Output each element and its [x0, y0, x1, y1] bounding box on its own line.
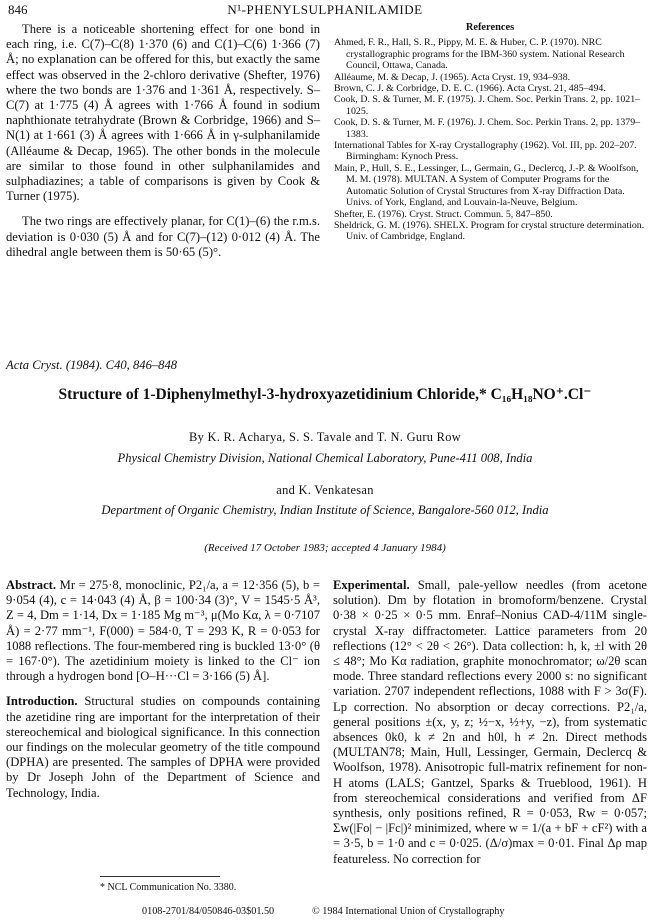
- reference-item: Cook, D. S. & Turner, M. F. (1975). J. Chem. Soc. Perkin Trans. 2, pp. 1021–1025.: [334, 94, 641, 117]
- abstract-text: Mr = 275·8, monoclinic, P2₁/a, a = 12·356 (5), b = 9·054 (4), c = 14·043 (4) Å, β = 100·34 (3)°, V = 1545·5 Å³, Z = 4, Dm = 1·14, Dx = 1·185 Mg m⁻³, μ(Mo Kα, λ = 0·7107 Å) = 2·77 mm⁻¹, F(000) = 584·0, T = 293 K, R = 0·053 for 1088 reflections. The four-membered ring is buckled 13·0° (θ = 167·0°). The azetidinium moiety is linked to the Cl⁻ ion through a hydrogen bond [O–H···Cl = 3·166 (5) Å].: [6, 578, 320, 684]
- references-section: [334, 22, 646, 243]
- introduction-label: Introduction.: [6, 694, 78, 709]
- references-heading: References: [465, 22, 515, 33]
- reference-item: Alléaume, M. & Decap, J. (1965). Acta Cryst. 19, 934–938.: [334, 71, 571, 83]
- footnote-rule: [100, 876, 220, 877]
- reference-item: Ahmed, F. R., Hall, S. R., Pippy, M. E. & Huber, C. P. (1970). NRC crystallographic programs for the IBM-360 system. National Research Council, Ottawa, Canada.: [334, 37, 625, 72]
- abstract-paragraph: [6, 578, 320, 684]
- received-date: (Received 17 October 1983; accepted 4 January 1984): [204, 542, 446, 554]
- experimental-paragraph: [333, 578, 647, 867]
- experimental-text: Small, pale-yellow needles (from acetone solution). Dm by flotation in bromoform/benzene. Crystal 0·38 × 0·25 × 0·5 mm. Enraf–Nonius CAD-4/11M single-crystal X-ray diffractometer. Lattice parameters from 20 reflections (12° < 2θ < 26°). Data collection: h, k, ±l with 2θ ≤ 48°; Mo Kα radiation, graphite monochromator; ω/2θ scan mode. Three standard reflections every 2000 s: no significant variation. 2707 independent reflections, 1088 with F > 3σ(F). Lp correction. No absorption or decay corrections. P2₁/a, general positions ±(x, y, z; ½−x, ½+y, −z), from systematic absences 0k0, k ≠ 2n and h0l, h ≠ 2n. Direct methods (MULTAN78; Main, Hull, Lessinger, Germain, Declercq & Woolfson, 1978). Anisotropic full-matrix refinement for non-H atoms (LALS; Gantzel, Sparks & Trueblood, 1961). H from stereochemical considerations and verified from ΔF synthesis, only positions refined, R = 0·053, Rw = 0·057; Σw(|Fo| − |Fc|)² minimized, where w = 1/(a + bF + cF²) with a = 3·5, b = 1·0 and c = 0·025. (Δ/σ)max = 0·01. Final Δρ map featureless. No correction for: [333, 578, 647, 866]
- reference-item: Sheldrick, G. M. (1976). SHELX. Program for crystal structure determination. Univ. of Cambridge, England.: [334, 219, 645, 243]
- reference-item: Cook, D. S. & Turner, M. F. (1976). J. Chem. Soc. Perkin Trans. 2, pp. 1379–1383.: [334, 117, 641, 140]
- previous-article-discussion: [6, 22, 320, 270]
- footnote: * NCL Communication No. 3380.: [100, 882, 237, 893]
- issn-code: 0108-2701/84/050846-03$01.50: [142, 906, 275, 917]
- running-title: N¹-PHENYLSULPHANILAMIDE: [227, 2, 423, 17]
- right-column: [333, 578, 647, 867]
- discussion-paragraph: There is a noticeable shortening effect for one bond in each ring, i.e. C(7)–C(8) 1·370 (6) and C(1)–C(6) 1·366 (7) Å; no explanation can be offered for this, but exactly the same effect was observed in the 2-chloro derivative (Shefter, 1976) where the two bonds are 1·376 and 1·361 Å, respectively. S–C(7) at 1·775 (4) Å agrees with 1·766 Å found in sodium naphthionate tetrahydrate (Brown & Corbridge, 1966) and S–N(1) at 1·661 (3) Å agrees with 1·666 Å in γ-sulphanilamide (Alléaume & Decap, 1965). The other bonds in the molecule are similar to those found in other sulphanilamides and sulphadiazines; a table of comparisons is given by Cook & Turner (1975).: [6, 22, 320, 204]
- journal-reference: Acta Cryst. (1984). C40, 846–848: [6, 358, 178, 372]
- page-number: 846: [8, 2, 28, 17]
- reference-item: Main, P., Hull, S. E., Lessinger, L., Germain, G., Declercq, J.-P. & Woolfson, M. M. (1978). MULTAN. A System of Computer Programs for the Automatic Solution of Crystal Structures from X-ray Diffraction Data. Univs. of York, England, and Louvain-la-Neuve, Belgium.: [334, 162, 639, 209]
- reference-item: Shefter, E. (1976). Cryst. Struct. Commun. 5, 847–850.: [334, 208, 553, 220]
- reference-item: Brown, C. J. & Corbridge, D. E. C. (1966). Acta Cryst. 21, 485–494.: [334, 83, 606, 95]
- page-header: [8, 2, 642, 20]
- article-title: Structure of 1-Diphenylmethyl-3-hydroxyazetidinium Chloride,* C₁₆H₁₈NO⁺.Cl⁻: [58, 386, 592, 403]
- experimental-label: Experimental.: [333, 578, 410, 592]
- introduction-text: Structural studies on compounds containing the azetidine ring are important for the interpretation of their stereochemical and biological significance. In this connection our findings on the molecular geometry of the title compound (DPHA) are presented. The samples of DPHA were provided by Dr Joseph John of the Department of Science and Technology, India.: [6, 694, 320, 800]
- abstract-label: Abstract.: [6, 578, 57, 592]
- reference-item: International Tables for X-ray Crystallography (1962). Vol. III, pp. 202–207. Birmingham: Kynoch Press.: [334, 140, 637, 163]
- introduction-paragraph: [6, 694, 320, 800]
- affiliation-ncl: Physical Chemistry Division, National Chemical Laboratory, Pune-411 008, India: [117, 451, 533, 465]
- affiliation-iisc: Department of Organic Chemistry, Indian Institute of Science, Bangalore-560 012, India: [101, 503, 549, 517]
- left-column: [6, 578, 320, 811]
- authors-primary: By K. R. Acharya, S. S. Tavale and T. N. Guru Row: [189, 430, 461, 444]
- copyright-notice: © 1984 International Union of Crystallography: [312, 906, 505, 917]
- discussion-paragraph: The two rings are effectively planar, for C(1)–(6) the r.m.s. deviation is 0·030 (5) Å and for C(7)–(12) 0·012 (4) Å. The dihedral angle between them is 50·65 (5)°.: [6, 214, 320, 259]
- authors-secondary: and K. Venkatesan: [276, 483, 374, 497]
